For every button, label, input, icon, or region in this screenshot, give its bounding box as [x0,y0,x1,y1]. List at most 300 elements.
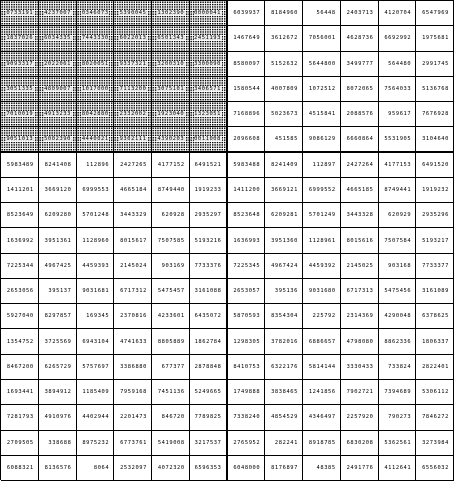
grid-cell[interactable] [77,405,115,429]
grid-cell[interactable] [190,431,228,455]
grid-cell[interactable] [416,304,454,328]
grid-cell[interactable] [190,279,228,303]
grid-cell[interactable] [1,304,39,328]
grid-row [1,178,454,203]
grid-cell[interactable] [265,431,303,455]
grid-cell[interactable] [303,355,341,379]
grid-cell[interactable] [77,26,115,50]
grid-cell[interactable] [228,329,266,353]
grid-cell-value: 2022061 [44,60,71,67]
grid-cell[interactable] [114,102,152,126]
grid-cell[interactable] [1,431,39,455]
grid-cell[interactable] [152,77,190,101]
grid-cell-value: 6209280 [44,212,72,219]
grid-cell[interactable] [152,178,190,202]
grid-cell-value: 2403713 [346,10,374,17]
grid-cell[interactable] [39,355,77,379]
grid-cell[interactable] [379,1,417,25]
grid-cell[interactable] [1,26,39,50]
grid-cell[interactable] [114,329,152,353]
grid-cell[interactable] [152,1,190,25]
grid-cell[interactable] [303,304,341,328]
grid-cell[interactable] [114,1,152,25]
grid-cell[interactable] [416,279,454,303]
grid-cell[interactable] [114,26,152,50]
grid-cell[interactable] [303,26,341,50]
grid-cell[interactable] [265,254,303,278]
grid-cell[interactable] [303,77,341,101]
grid-cell[interactable] [416,153,454,177]
grid-cell-value: 5814144 [308,363,336,370]
grid-cell[interactable] [77,178,115,202]
grid-cell-value: 1411200 [233,186,261,193]
grid-cell[interactable] [190,355,228,379]
grid-cell[interactable] [152,355,190,379]
grid-cell[interactable] [303,52,341,76]
grid-cell[interactable] [114,203,152,227]
grid-cell[interactable] [228,153,266,177]
grid-cell[interactable] [114,380,152,404]
grid-cell[interactable] [303,127,341,150]
grid-cell[interactable] [114,52,152,76]
grid-cell[interactable] [228,405,266,429]
grid-cell[interactable] [228,228,266,252]
grid-cell[interactable] [379,127,417,150]
grid-cell[interactable] [416,254,454,278]
grid-cell-value: 4809007 [44,85,71,92]
grid-cell[interactable] [416,127,454,150]
grid-cell[interactable] [39,153,77,177]
grid-cell[interactable] [152,153,190,177]
grid-cell[interactable] [341,52,379,76]
grid-cell[interactable] [265,77,303,101]
grid-cell-value: 8805889 [157,338,185,345]
grid-cell-value: 3051335 [6,85,34,92]
grid-cell[interactable] [190,456,228,480]
grid-row [1,77,454,102]
grid-cell-value: 2991745 [422,60,449,67]
grid-cell-value: 112897 [312,161,336,168]
grid-cell[interactable] [77,203,115,227]
grid-cell-value: 2822401 [422,363,449,370]
grid-cell[interactable] [379,178,417,202]
grid-cell[interactable] [416,77,454,101]
grid-cell[interactable] [303,203,341,227]
grid-cell[interactable] [416,456,454,480]
grid-cell-value: 4177152 [157,161,185,168]
grid-cell[interactable] [152,203,190,227]
grid-cell[interactable] [228,355,266,379]
grid-cell[interactable] [379,102,417,126]
grid-cell-value: 2370816 [120,313,147,320]
grid-cell[interactable] [190,329,228,353]
grid-cell-value: 6660864 [346,135,374,142]
grid-cell[interactable] [228,26,266,50]
grid-cell[interactable] [416,405,454,429]
grid-cell[interactable] [379,77,417,101]
grid-cell[interactable] [341,127,379,150]
grid-cell[interactable] [39,254,77,278]
grid-cell[interactable] [190,228,228,252]
grid-cell[interactable] [228,431,266,455]
grid-cell[interactable] [379,329,417,353]
grid-cell[interactable] [152,52,190,76]
grid-cell[interactable] [39,304,77,328]
grid-cell[interactable] [39,52,77,76]
grid-cell[interactable] [152,431,190,455]
grid-cell-value: 5983489 [6,161,34,168]
grid-cell[interactable] [416,431,454,455]
grid-cell-value: 0011008 [194,135,221,142]
grid-cell[interactable] [379,355,417,379]
grid-cell[interactable] [77,279,115,303]
grid-cell-value: 8749441 [384,186,412,193]
grid-cell[interactable] [265,1,303,25]
grid-cell[interactable] [341,178,379,202]
grid-cell[interactable] [77,456,115,480]
grid-cell[interactable] [190,153,228,177]
grid-cell[interactable] [416,228,454,252]
grid-cell-value: 9031681 [82,288,110,295]
grid-cell[interactable] [114,254,152,278]
grid-cell[interactable] [190,405,228,429]
grid-cell-value: 8297857 [44,313,72,320]
grid-cell[interactable] [114,153,152,177]
grid-cell[interactable] [77,77,115,101]
grid-cell-value: 3669120 [44,186,72,193]
grid-cell[interactable] [265,178,303,202]
grid-cell[interactable] [77,380,115,404]
grid-cell-value: 6886657 [308,338,336,345]
grid-cell[interactable] [341,203,379,227]
grid-cell[interactable] [228,380,266,404]
grid-cell[interactable] [228,1,266,25]
grid-cell-value: 8523649 [6,212,34,219]
grid-cell-value: 0000041 [194,10,221,17]
grid-cell[interactable] [190,52,228,76]
grid-cell[interactable] [228,304,266,328]
grid-cell[interactable] [341,304,379,328]
grid-cell-value: 7010019 [6,111,34,118]
grid-cell[interactable] [1,456,39,480]
grid-cell[interactable] [303,178,341,202]
grid-cell[interactable] [39,279,77,303]
grid-cell[interactable] [114,127,152,150]
grid-cell[interactable] [1,405,39,429]
grid-cell-value: 6088321 [6,464,34,471]
grid-cell-value: 6034335 [44,35,71,42]
grid-cell-value: 6039937 [233,10,261,17]
grid-cell-value: 1411201 [6,186,34,193]
grid-cell[interactable] [228,127,266,150]
grid-cell[interactable] [303,329,341,353]
grid-cell[interactable] [265,203,303,227]
grid-cell[interactable] [77,329,115,353]
grid-cell[interactable] [379,456,417,480]
grid-cell[interactable] [77,52,115,76]
grid-cell-value: 9302111 [119,135,147,142]
grid-cell-value: 6692992 [384,35,412,42]
grid-cell[interactable] [1,178,39,202]
grid-cell-value: 5475456 [384,288,412,295]
grid-cell[interactable] [1,380,39,404]
grid-cell[interactable] [77,304,115,328]
grid-cell[interactable] [341,279,379,303]
grid-cell-value: 620928 [161,212,185,219]
grid-cell[interactable] [152,228,190,252]
grid-cell-value: 2935296 [422,212,449,219]
grid-row [1,153,454,178]
grid-cell[interactable] [265,26,303,50]
grid-cell[interactable] [303,405,341,429]
grid-cell[interactable] [39,26,77,50]
grid-cell[interactable] [379,254,417,278]
grid-cell-value: 3951361 [44,237,72,244]
grid-cell[interactable] [228,178,266,202]
grid-cell[interactable] [228,102,266,126]
grid-cell[interactable] [1,355,39,379]
grid-cell[interactable] [1,254,39,278]
grid-cell[interactable] [265,228,303,252]
grid-cell[interactable] [1,228,39,252]
grid-cell[interactable] [341,102,379,126]
grid-cell[interactable] [39,203,77,227]
grid-cell-value: 4177153 [384,161,412,168]
grid-cell[interactable] [303,431,341,455]
grid-cell[interactable] [190,304,228,328]
grid-cell[interactable] [265,127,303,150]
grid-cell[interactable] [39,102,77,126]
grid-cell[interactable] [190,178,228,202]
grid-cell[interactable] [379,26,417,50]
grid-cell-value: 7168896 [233,111,261,118]
grid-cell[interactable] [114,405,152,429]
grid-cell[interactable] [190,1,228,25]
grid-cell[interactable] [152,102,190,126]
grid-cell[interactable] [265,304,303,328]
grid-cell[interactable] [39,228,77,252]
grid-cell[interactable] [379,228,417,252]
grid-cell[interactable] [341,405,379,429]
grid-cell-value: 112896 [86,161,110,168]
grid-cell-value: 2491776 [346,464,374,471]
grid-cell[interactable] [1,102,39,126]
grid-cell[interactable] [1,153,39,177]
grid-cell-value: 3273984 [422,439,449,446]
grid-cell[interactable] [341,355,379,379]
grid-cell[interactable] [1,77,39,101]
grid-cell[interactable] [228,203,266,227]
grid-cell[interactable] [39,380,77,404]
grid-cell[interactable] [114,304,152,328]
grid-cell-value: 2653056 [6,288,34,295]
grid-cell[interactable] [77,431,115,455]
grid-cell[interactable] [77,127,115,150]
grid-cell[interactable] [303,1,341,25]
grid-cell[interactable] [416,380,454,404]
grid-cell-value: 8136576 [44,464,72,471]
grid-cell-value: 6556032 [422,464,449,471]
grid-cell[interactable] [190,26,228,50]
grid-cell[interactable] [416,102,454,126]
grid-cell[interactable] [379,52,417,76]
grid-cell[interactable] [114,431,152,455]
grid-cell[interactable] [265,405,303,429]
grid-cell[interactable] [1,127,39,150]
grid-cell-value: 2145024 [120,262,147,269]
grid-cell[interactable] [152,405,190,429]
grid-cell-value: 1354752 [6,338,34,345]
grid-cell-value: 903169 [161,262,185,269]
grid-cell[interactable] [39,127,77,150]
grid-cell[interactable] [228,456,266,480]
grid-cell[interactable] [341,380,379,404]
grid-cell-value: 4515841 [308,111,336,118]
grid-cell[interactable] [379,203,417,227]
grid-cell[interactable] [114,456,152,480]
grid-cell-value: 8241409 [271,161,298,168]
grid-cell[interactable] [1,279,39,303]
grid-cell[interactable] [152,279,190,303]
grid-cell[interactable] [416,178,454,202]
grid-cell-value: 2145025 [346,262,374,269]
grid-cell[interactable] [341,456,379,480]
grid-cell-value: 8064 [93,464,110,471]
grid-cell[interactable] [39,329,77,353]
grid-cell[interactable] [152,380,190,404]
grid-cell[interactable] [265,456,303,480]
grid-cell[interactable] [228,52,266,76]
grid-cell[interactable] [265,52,303,76]
grid-cell[interactable] [152,26,190,50]
grid-cell[interactable] [114,228,152,252]
grid-cell-value: 7507584 [384,237,412,244]
grid-cell[interactable] [39,431,77,455]
grid-cell[interactable] [1,1,39,25]
grid-cell[interactable] [341,254,379,278]
grid-cell[interactable] [1,203,39,227]
grid-cell[interactable] [39,456,77,480]
grid-cell[interactable] [416,1,454,25]
grid-cell-value: 6209281 [271,212,298,219]
grid-cell[interactable] [228,77,266,101]
grid-cell[interactable] [303,153,341,177]
grid-cell[interactable] [114,178,152,202]
grid-cell[interactable] [416,329,454,353]
grid-cell-value: 4390203 [157,135,185,142]
grid-cell-value: 4741633 [120,338,147,345]
grid-cell[interactable] [77,153,115,177]
grid-cell[interactable] [190,254,228,278]
grid-cell[interactable] [77,254,115,278]
grid-cell[interactable] [39,1,77,25]
grid-cell[interactable] [228,279,266,303]
grid-cell[interactable] [265,102,303,126]
grid-cell[interactable] [341,228,379,252]
grid-cell-value: 7789825 [194,414,222,421]
grid-cell[interactable] [114,77,152,101]
grid-cell[interactable] [341,77,379,101]
grid-cell-value: 1467649 [233,35,261,42]
grid-cell-value: 1017000 [81,85,109,92]
grid-cell[interactable] [303,228,341,252]
grid-cell[interactable] [379,431,417,455]
grid-cell[interactable] [190,102,228,126]
grid-cell[interactable] [341,431,379,455]
grid-cell[interactable] [265,355,303,379]
grid-cell[interactable] [379,405,417,429]
grid-cell[interactable] [77,102,115,126]
grid-cell-value: 9086129 [308,135,336,142]
grid-cell[interactable] [265,380,303,404]
grid-cell[interactable] [265,153,303,177]
grid-cell-value: 3161089 [422,288,449,295]
grid-cell[interactable] [152,127,190,150]
grid-cell[interactable] [77,1,115,25]
grid-cell[interactable] [1,52,39,76]
grid-cell[interactable] [39,405,77,429]
grid-cell[interactable] [152,254,190,278]
grid-cell[interactable] [190,77,228,101]
grid-row [1,456,454,481]
grid-cell[interactable] [77,228,115,252]
grid-cell[interactable] [152,329,190,353]
grid-cell[interactable] [303,254,341,278]
grid-cell-value: 1302390 [157,10,185,17]
grid-cell[interactable] [114,355,152,379]
grid-cell[interactable] [265,279,303,303]
grid-cell-value: 3200310 [157,60,185,67]
grid-cell[interactable] [341,153,379,177]
grid-cell[interactable] [416,355,454,379]
grid-cell[interactable] [152,304,190,328]
grid-cell[interactable] [228,254,266,278]
grid-cell[interactable] [39,178,77,202]
grid-cell[interactable] [190,203,228,227]
grid-cell[interactable] [379,153,417,177]
grid-cell[interactable] [341,1,379,25]
grid-cell[interactable] [303,456,341,480]
grid-cell[interactable] [341,26,379,50]
grid-cell[interactable] [1,329,39,353]
grid-cell[interactable] [265,329,303,353]
grid-cell[interactable] [379,380,417,404]
grid-cell[interactable] [190,127,228,150]
grid-cell[interactable] [341,329,379,353]
grid-cell[interactable] [416,26,454,50]
grid-cell[interactable] [303,279,341,303]
grid-cell-value: 8072065 [346,85,374,92]
grid-cell[interactable] [39,77,77,101]
grid-cell[interactable] [379,279,417,303]
grid-cell[interactable] [303,380,341,404]
grid-cell[interactable] [77,355,115,379]
grid-cell-value: 4290048 [384,313,412,320]
grid-cell[interactable] [379,304,417,328]
grid-cell[interactable] [416,52,454,76]
grid-cell[interactable] [190,380,228,404]
grid-cell[interactable] [303,102,341,126]
grid-cell-value: 790273 [388,414,412,421]
grid-cell[interactable] [416,203,454,227]
grid-row [1,431,454,456]
grid-cell-value: 6717313 [346,288,374,295]
grid-cell-value: 2451193 [194,35,221,42]
grid-cell-value: 7733377 [422,262,449,269]
grid-cell[interactable] [152,456,190,480]
grid-cell-value: 4402944 [82,414,110,421]
grid-cell[interactable] [114,279,152,303]
